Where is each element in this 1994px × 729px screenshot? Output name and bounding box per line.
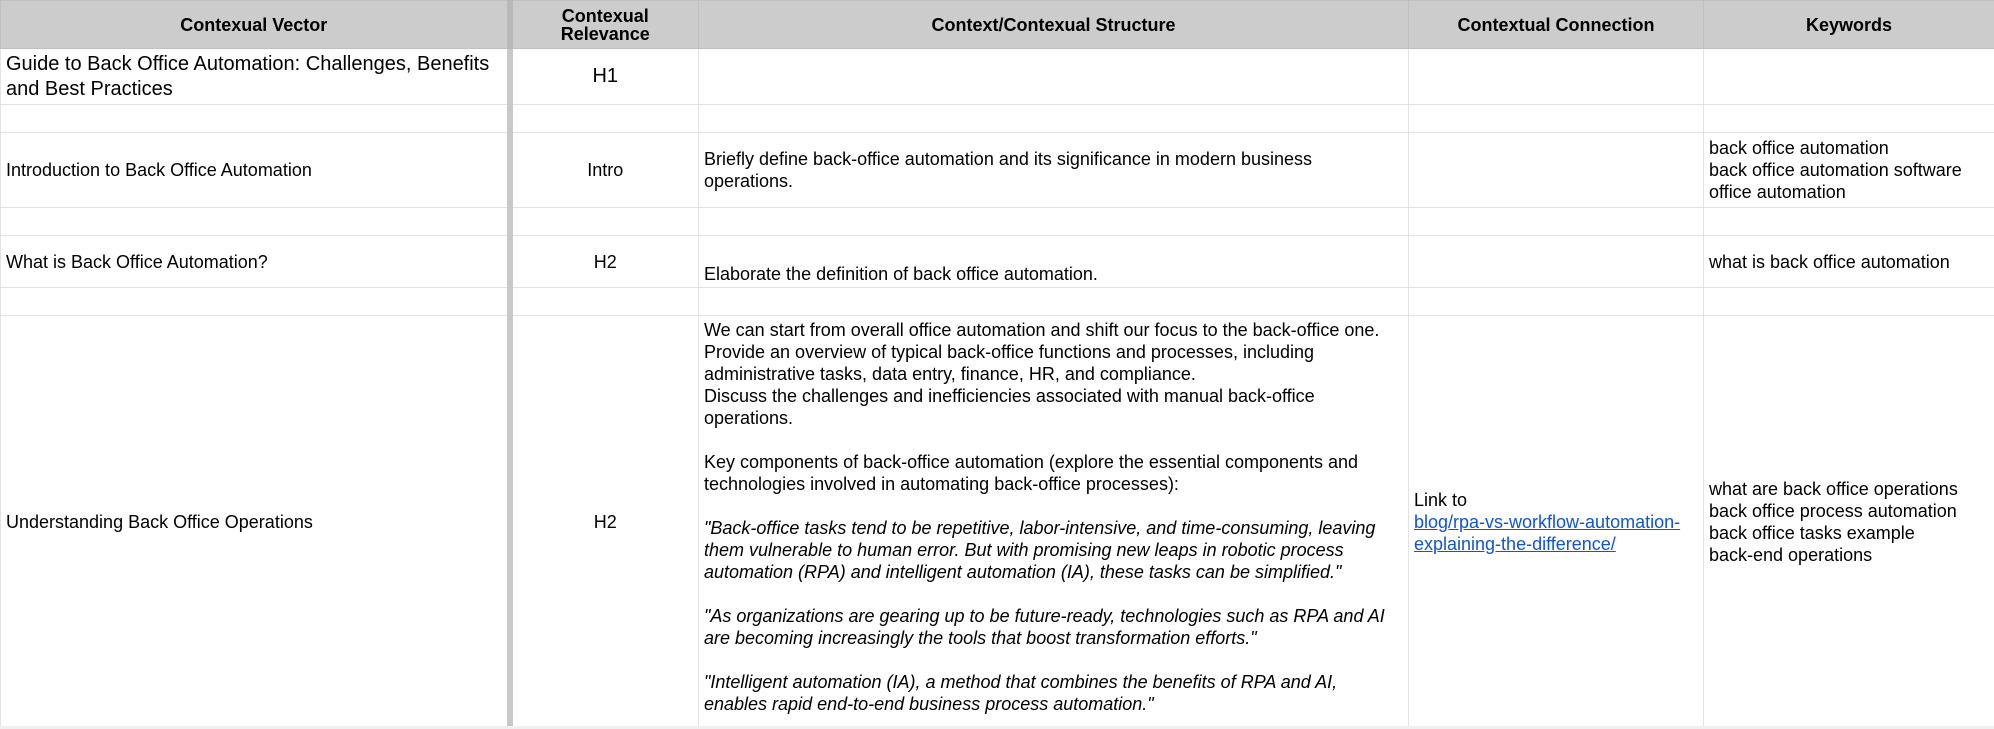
keyword: back-end operations (1709, 544, 1873, 565)
table-row (1, 208, 1994, 236)
cell-empty[interactable] (699, 208, 1409, 236)
cell-empty[interactable] (510, 208, 699, 236)
cell-keywords-empty[interactable] (1704, 49, 1994, 105)
table-row (1, 236, 1994, 288)
keyword: office automation (1709, 182, 1846, 202)
structure-paragraph: Key components of back-office automation (explore the essential components and technologies involved in automating back-office processes): (704, 452, 1359, 494)
cell-empty[interactable] (1409, 105, 1704, 133)
cell-relevance-what[interactable]: H2 (510, 236, 699, 288)
structure-paragraph: Provide an overview of typical back-office functions and processes, including administrative tasks, data entry, finance, HR, and compliance. (704, 342, 1314, 384)
structure-quote: "Back-office tasks tend to be repetitive, labor-intensive, and time-consuming, leaving them vulnerable to human error. But with promising new leaps in robotic process automation (RPA) and intelligent automation (IA), these tasks can be simplified." (704, 518, 1376, 582)
cell-vector-title[interactable]: Guide to Back Office Automation: Challenges, Benefits and Best Practices (1, 49, 510, 105)
cell-vector-intro[interactable]: Introduction to Back Office Automation (1, 133, 510, 208)
cell-empty[interactable] (1704, 105, 1994, 133)
cell-keywords-intro[interactable] (1704, 133, 1994, 208)
header-keywords[interactable]: Keywords (1704, 1, 1994, 49)
structure-paragraph: Discuss the challenges and inefficiencies associated with manual back-office operations. (704, 386, 1315, 428)
table-row (1, 49, 1994, 105)
cell-connection-understanding[interactable] (1409, 316, 1704, 728)
cell-empty[interactable] (1409, 288, 1704, 316)
table-row (1, 105, 1994, 133)
structure-quote: "Intelligent automation (IA), a method that combines the benefits of RPA and AI, enables rapid end-to-end business process automation." (704, 672, 1338, 714)
header-row (1, 1, 1994, 49)
cell-empty[interactable] (1409, 208, 1704, 236)
cell-keywords-what[interactable]: what is back office automation (1704, 236, 1994, 288)
cell-empty[interactable] (699, 105, 1409, 133)
cell-relevance-h1[interactable]: H1 (510, 49, 699, 105)
header-contexual-vector[interactable]: Contexual Vector (1, 1, 510, 49)
cell-empty[interactable] (510, 288, 699, 316)
keyword: back office automation software (1709, 160, 1962, 180)
cell-empty[interactable] (1, 105, 510, 133)
header-contexual-relevance[interactable]: Contexual Relevance (510, 1, 699, 49)
keyword: what are back office operations (1709, 478, 1958, 499)
cell-empty[interactable] (510, 105, 699, 133)
cell-structure-understanding[interactable] (699, 316, 1409, 728)
structure-paragraph: We can start from overall office automation and shift our focus to the back-office one. (704, 320, 1380, 340)
table-row (1, 133, 1994, 208)
cell-structure-intro[interactable]: Briefly define back-office automation and its significance in modern business operations. (699, 133, 1409, 208)
cell-connection-empty[interactable] (1409, 236, 1704, 288)
keyword: back office automation (1709, 138, 1889, 158)
cell-keywords-understanding[interactable] (1704, 316, 1994, 728)
structure-quote: "As organizations are gearing up to be future-ready, technologies such as RPA and AI are becoming increasingly the tools that boost transformation efforts." (704, 606, 1385, 648)
connection-link[interactable]: blog/rpa-vs-workflow-automation-explaining-the-difference/ (1414, 511, 1681, 554)
cell-relevance-intro[interactable]: Intro (510, 133, 699, 208)
header-context-structure[interactable]: Context/Contexual Structure (699, 1, 1409, 49)
header-contextual-connection[interactable]: Contextual Connection (1409, 1, 1704, 49)
cell-vector-what[interactable]: What is Back Office Automation? (1, 236, 510, 288)
keyword: back office process automation (1709, 500, 1957, 521)
table-row (1, 316, 1994, 728)
cell-structure-what[interactable]: Elaborate the definition of back office automation. (699, 236, 1409, 288)
table-row (1, 288, 1994, 316)
cell-structure-empty[interactable] (699, 49, 1409, 105)
cell-connection-empty[interactable] (1409, 133, 1704, 208)
cell-empty[interactable] (699, 288, 1409, 316)
cell-connection-empty[interactable] (1409, 49, 1704, 105)
cell-empty[interactable] (1, 208, 510, 236)
cell-relevance-understanding[interactable]: H2 (510, 316, 699, 728)
connection-prefix: Link to (1414, 489, 1468, 510)
cell-empty[interactable] (1704, 208, 1994, 236)
cell-empty[interactable] (1704, 288, 1994, 316)
keyword: back office tasks example (1709, 522, 1915, 543)
cell-vector-understanding[interactable]: Understanding Back Office Operations (1, 316, 510, 728)
cell-empty[interactable] (1, 288, 510, 316)
